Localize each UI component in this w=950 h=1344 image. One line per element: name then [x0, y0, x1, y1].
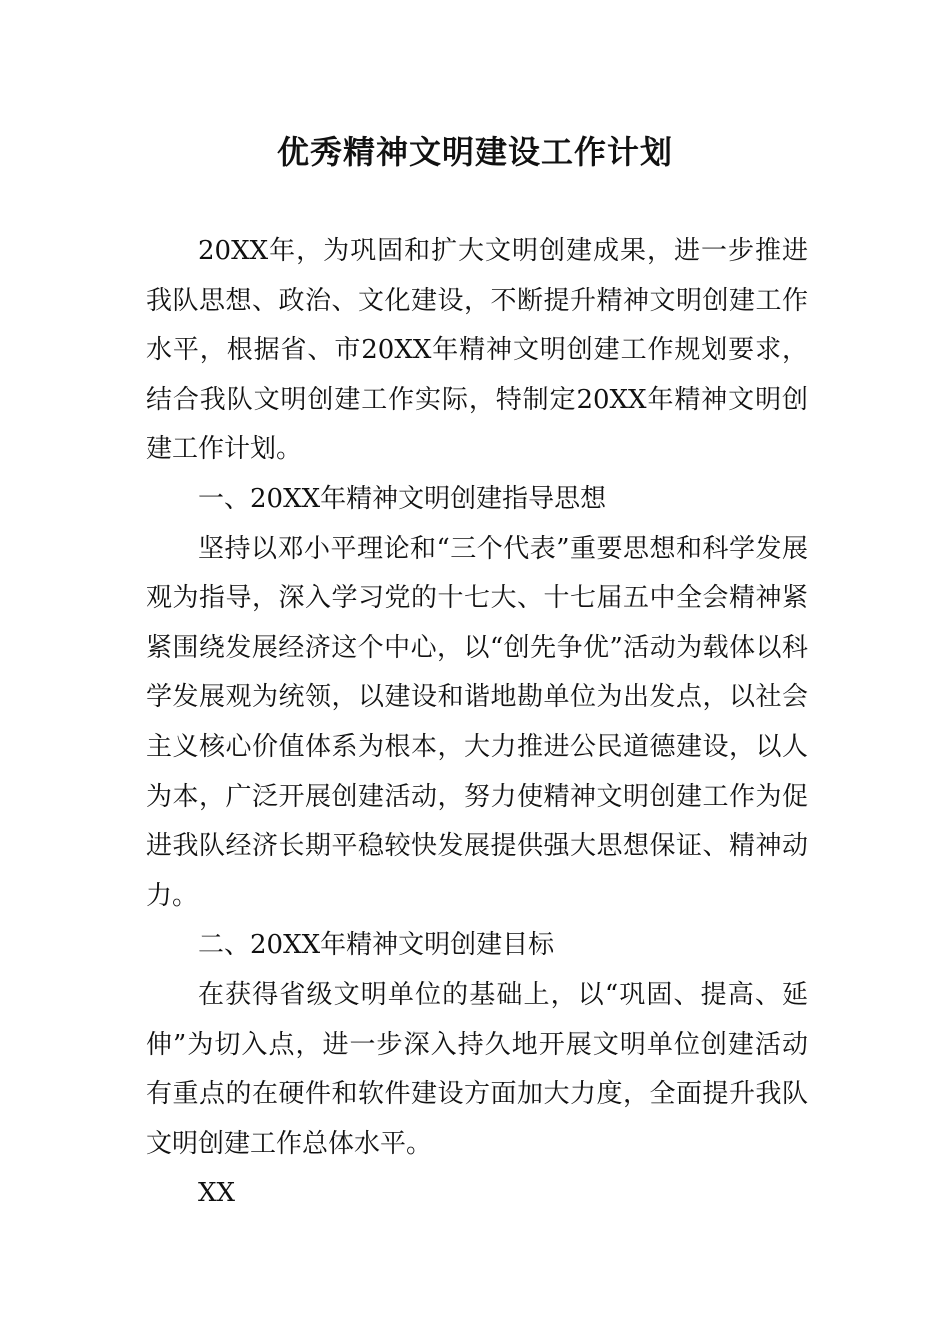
document-body	[146, 227, 808, 1219]
section-heading-guiding-ideology: 一、20XX年精神文明创建指导思想	[198, 483, 607, 514]
section-heading-goals: 二、20XX年精神文明创建目标	[198, 930, 555, 961]
paragraph-goals: 在获得省级文明单位的基础上，以“巩固、提高、延伸”为切入点，进一步深入持久地开展文明单位创建活动有重点的在硬件和软件建设方面加大力度，全面提升我队文明创建工作总体水平。	[146, 979, 808, 1159]
paragraph-trailing: XX	[198, 1178, 236, 1209]
document-title: 优秀精神文明建设工作计划	[276, 133, 673, 171]
paragraph-intro: 20XX年，为巩固和扩大文明创建成果，进一步推进我队思想、政治、文化建设，不断提升精神文明创建工作水平，根据省、市20XX年精神文明创建工作规划要求，结合我队文明创建工作实际，特制定20XX年精神文明创建工作计划。	[146, 236, 808, 465]
paragraph-guiding-ideology: 坚持以邓小平理论和“三个代表”重要思想和科学发展观为指导，深入学习党的十七大、十七届五中全会精神紧紧围绕发展经济这个中心，以“创先争优”活动为载体以科学发展观为统领，以建设和谐地勘单位为出发点，以社会主义核心价值体系为根本，大力推进公民道德建设，以人为本，广泛开展创建活动，努力使精神文明创建工作为促进我队经济长期平稳较快发展提供强大思想保证、精神动力。	[146, 533, 808, 911]
